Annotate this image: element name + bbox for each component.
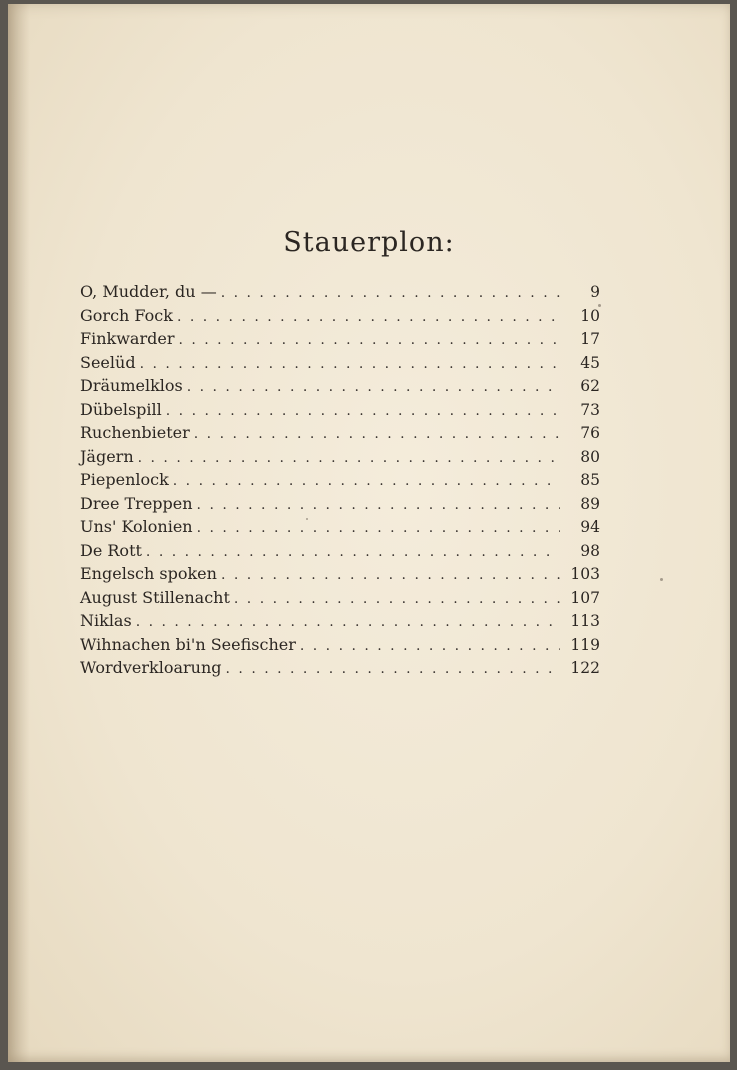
dot-leader	[178, 329, 560, 353]
toc-entry	[80, 609, 600, 633]
toc-entry-page-number: 76	[580, 424, 600, 442]
dot-leader	[187, 376, 560, 400]
dot-leader	[140, 353, 560, 377]
toc-entry-page-number: 89	[580, 494, 600, 513]
dot-leader	[197, 494, 560, 518]
toc-entry	[80, 633, 600, 657]
toc-entry-title: August Stillenacht	[80, 587, 230, 607]
toc-entry	[80, 351, 600, 375]
dot-leader	[226, 658, 560, 682]
toc-entry	[80, 539, 600, 563]
dot-leader	[173, 470, 560, 494]
toc-entry-page-number: 98	[580, 541, 600, 560]
dot-leader	[234, 588, 560, 612]
toc-entry	[80, 656, 600, 680]
dot-leader	[138, 447, 560, 471]
toc-entry	[80, 374, 600, 398]
toc-entry-title: Piepenlock	[80, 470, 169, 489]
toc-entry-page-number: 122	[570, 659, 600, 677]
dot-leader	[197, 517, 560, 541]
toc-entry	[80, 445, 600, 469]
toc-entry	[80, 562, 600, 586]
toc-entry-page-number: 107	[570, 588, 600, 607]
toc-entry-title: Wordverkloarung	[80, 658, 222, 677]
toc-entry-page-number: 103	[570, 565, 600, 583]
toc-entry-page-number: 17	[580, 330, 600, 348]
toc-entry-title: Jägern	[80, 446, 134, 466]
toc-entry-page-number: 45	[580, 353, 600, 372]
paper-speck	[598, 304, 601, 307]
toc-entry-page-number: 9	[590, 283, 600, 301]
toc-entry-title: Wihnachen bi'n Seefischer	[80, 634, 296, 654]
dot-leader	[221, 564, 560, 588]
toc-entry-title: De Rott	[80, 540, 142, 560]
toc-entry-title: Niklas	[80, 611, 132, 630]
page-gutter-shadow	[8, 4, 30, 1062]
toc-entry	[80, 327, 600, 351]
toc-entry-page-number: 94	[580, 518, 600, 536]
dot-leader	[166, 400, 560, 424]
dot-leader	[221, 282, 560, 306]
toc-entry	[80, 515, 600, 539]
paper-speck	[306, 518, 308, 520]
toc-entry-title: Dübelspill	[80, 399, 162, 419]
toc-entry-title: Gorch Fock	[80, 305, 173, 325]
dot-leader	[146, 541, 560, 565]
toc-entry-page-number: 113	[570, 612, 600, 630]
toc-entry	[80, 304, 600, 328]
toc-entry-title: O, Mudder, du —	[80, 282, 217, 301]
dot-leader	[177, 306, 560, 330]
toc-entry-page-number: 10	[580, 306, 600, 325]
dot-leader	[194, 423, 560, 447]
toc-heading: Stauerplon:	[283, 227, 455, 258]
toc-entry-title: Uns' Kolonien	[80, 517, 193, 536]
toc-entry-title: Finkwarder	[80, 329, 175, 348]
table-of-contents	[80, 280, 600, 680]
paper-speck	[660, 578, 663, 581]
toc-entry-page-number: 73	[580, 400, 600, 419]
toc-entry-title: Ruchenbieter	[80, 423, 190, 442]
toc-entry-page-number: 85	[580, 471, 600, 489]
toc-entry-page-number: 62	[580, 377, 600, 395]
toc-entry-page-number: 80	[580, 447, 600, 466]
dot-leader	[300, 635, 560, 659]
dot-leader	[136, 611, 560, 635]
toc-entry-page-number: 119	[570, 635, 600, 654]
toc-entry-title: Dräumelklos	[80, 376, 183, 395]
book-page	[8, 4, 730, 1062]
toc-entry-title: Engelsch spoken	[80, 564, 217, 583]
toc-entry-title: Seelüd	[80, 352, 136, 372]
toc-entry	[80, 586, 600, 610]
toc-entry	[80, 280, 600, 304]
toc-entry-title: Dree Treppen	[80, 493, 193, 513]
toc-entry	[80, 398, 600, 422]
toc-entry	[80, 492, 600, 516]
toc-entry	[80, 421, 600, 445]
toc-entry	[80, 468, 600, 492]
